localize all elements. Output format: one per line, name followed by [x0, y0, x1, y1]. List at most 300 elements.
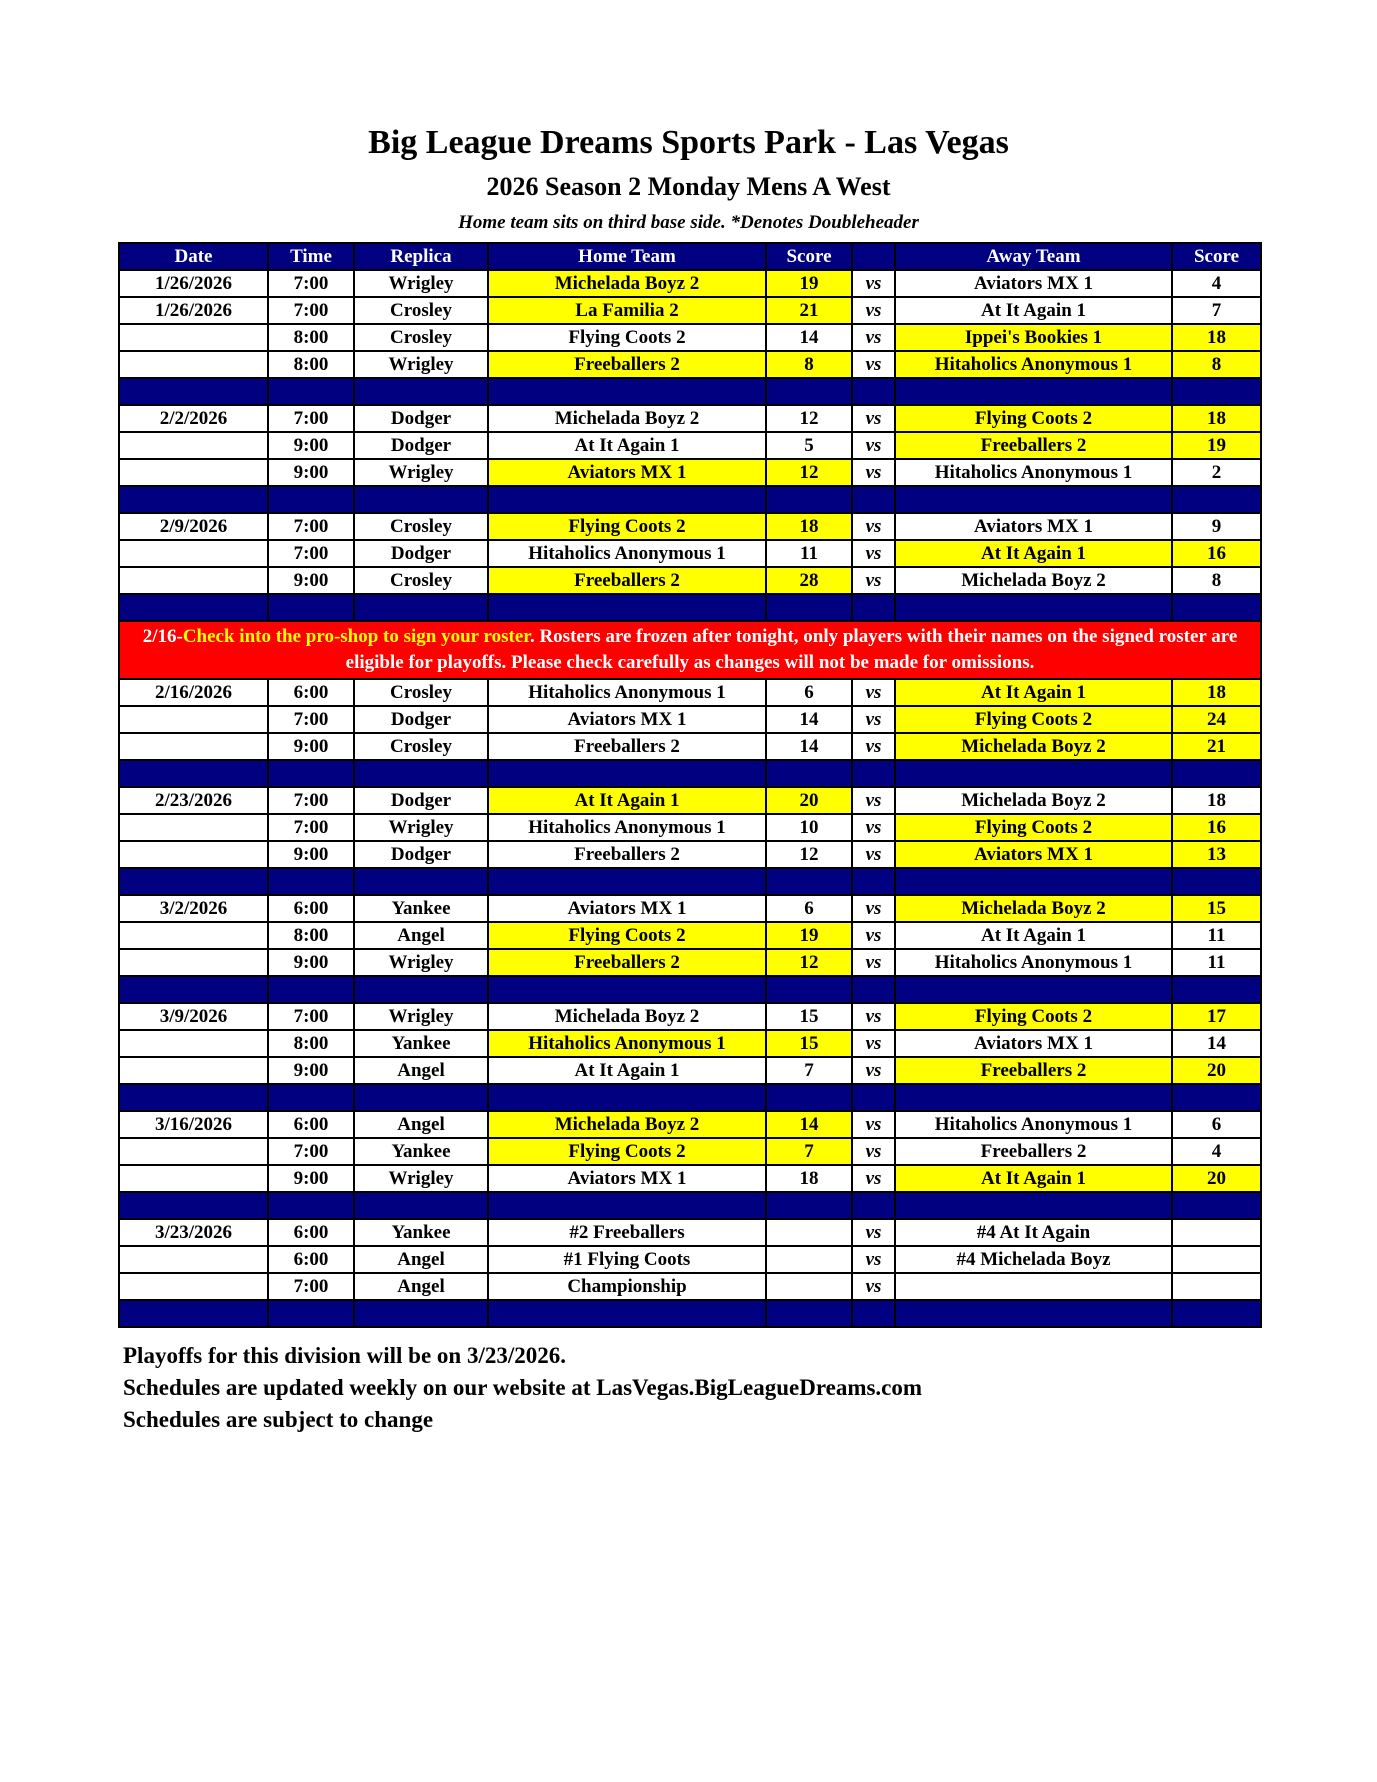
separator-cell	[119, 760, 268, 787]
game-row	[119, 459, 1261, 486]
separator-cell	[852, 760, 895, 787]
game-date	[119, 1057, 268, 1084]
game-date	[119, 1165, 268, 1192]
separator-cell	[1172, 1192, 1261, 1219]
footer-line: Schedules are subject to change	[123, 1407, 434, 1432]
separator-cell	[766, 868, 852, 895]
home-team: Michelada Boyz 2	[488, 1111, 766, 1138]
vs-label: vs	[852, 1111, 895, 1138]
away-team: Michelada Boyz 2	[895, 787, 1172, 814]
roster-notice-row	[119, 621, 1261, 679]
separator-cell	[1172, 378, 1261, 405]
home-team: Hitaholics Anonymous 1	[488, 814, 766, 841]
separator-cell	[268, 760, 354, 787]
page-subtitle: 2026 Season 2 Monday Mens A West	[486, 172, 891, 201]
vs-label: vs	[852, 841, 895, 868]
away-team: Flying Coots 2	[895, 814, 1172, 841]
vs-label: vs	[852, 679, 895, 706]
week-separator-row	[119, 1192, 1261, 1219]
game-date: 1/26/2026	[119, 297, 268, 324]
separator-cell	[766, 378, 852, 405]
schedule-table	[118, 242, 1262, 1328]
separator-cell	[354, 378, 488, 405]
away-team: Ippei's Bookies 1	[895, 324, 1172, 351]
separator-cell	[268, 378, 354, 405]
game-time: 6:00	[268, 679, 354, 706]
separator-cell	[895, 868, 1172, 895]
game-field: Yankee	[354, 1138, 488, 1165]
separator-cell	[488, 1300, 766, 1327]
separator-cell	[1172, 594, 1261, 621]
separator-cell	[766, 976, 852, 1003]
game-row	[119, 324, 1261, 351]
separator-cell	[1172, 1084, 1261, 1111]
home-score: 14	[766, 1111, 852, 1138]
away-score: 8	[1172, 351, 1261, 378]
separator-cell	[852, 486, 895, 513]
home-team: Flying Coots 2	[488, 513, 766, 540]
game-row	[119, 270, 1261, 297]
home-score: 11	[766, 540, 852, 567]
game-date: 2/16/2026	[119, 679, 268, 706]
away-score: 18	[1172, 324, 1261, 351]
game-time: 9:00	[268, 949, 354, 976]
separator-cell	[766, 486, 852, 513]
home-team: Aviators MX 1	[488, 895, 766, 922]
separator-cell	[488, 868, 766, 895]
game-time: 9:00	[268, 459, 354, 486]
home-score: 6	[766, 895, 852, 922]
game-row	[119, 895, 1261, 922]
away-team: Aviators MX 1	[895, 270, 1172, 297]
game-field: Angel	[354, 1273, 488, 1300]
week-separator-row	[119, 378, 1261, 405]
home-score: 12	[766, 459, 852, 486]
away-team: Michelada Boyz 2	[895, 733, 1172, 760]
away-team: Hitaholics Anonymous 1	[895, 949, 1172, 976]
game-field: Dodger	[354, 432, 488, 459]
game-row	[119, 1030, 1261, 1057]
away-team: Michelada Boyz 2	[895, 895, 1172, 922]
game-row	[119, 1138, 1261, 1165]
home-score	[766, 1273, 852, 1300]
home-score: 7	[766, 1138, 852, 1165]
game-row	[119, 949, 1261, 976]
away-team: Aviators MX 1	[895, 841, 1172, 868]
game-time: 7:00	[268, 1273, 354, 1300]
away-score: 18	[1172, 787, 1261, 814]
separator-cell	[354, 976, 488, 1003]
game-time: 7:00	[268, 814, 354, 841]
home-team: At It Again 1	[488, 787, 766, 814]
game-date	[119, 814, 268, 841]
separator-cell	[852, 594, 895, 621]
away-team: At It Again 1	[895, 297, 1172, 324]
away-score: 15	[1172, 895, 1261, 922]
away-score: 8	[1172, 567, 1261, 594]
game-field: Dodger	[354, 405, 488, 432]
game-row	[119, 1246, 1261, 1273]
game-time: 7:00	[268, 270, 354, 297]
vs-label: vs	[852, 787, 895, 814]
game-field: Crosley	[354, 297, 488, 324]
separator-cell	[895, 976, 1172, 1003]
away-team: #4 Michelada Boyz	[895, 1246, 1172, 1273]
game-field: Dodger	[354, 787, 488, 814]
vs-label: vs	[852, 351, 895, 378]
separator-cell	[895, 1192, 1172, 1219]
home-score: 10	[766, 814, 852, 841]
away-team: At It Again 1	[895, 1165, 1172, 1192]
away-team: #4 At It Again	[895, 1219, 1172, 1246]
game-date: 1/26/2026	[119, 270, 268, 297]
game-date	[119, 949, 268, 976]
game-date	[119, 1246, 268, 1273]
away-score: 7	[1172, 297, 1261, 324]
game-date: 3/9/2026	[119, 1003, 268, 1030]
away-score: 6	[1172, 1111, 1261, 1138]
vs-label: vs	[852, 1138, 895, 1165]
game-row	[119, 567, 1261, 594]
week-separator-row	[119, 1084, 1261, 1111]
week-separator-row	[119, 976, 1261, 1003]
away-score: 19	[1172, 432, 1261, 459]
home-score: 15	[766, 1003, 852, 1030]
roster-notice	[119, 621, 1261, 679]
separator-cell	[852, 976, 895, 1003]
away-team: At It Again 1	[895, 679, 1172, 706]
separator-cell	[119, 594, 268, 621]
away-score: 14	[1172, 1030, 1261, 1057]
game-date	[119, 459, 268, 486]
home-team: La Familia 2	[488, 297, 766, 324]
game-row	[119, 1111, 1261, 1138]
col-home-score: Score	[766, 243, 852, 270]
away-team: At It Again 1	[895, 922, 1172, 949]
separator-cell	[119, 1192, 268, 1219]
game-row	[119, 1219, 1261, 1246]
game-row	[119, 1003, 1261, 1030]
vs-label: vs	[852, 567, 895, 594]
home-score: 14	[766, 706, 852, 733]
col-date: Date	[119, 243, 268, 270]
game-time: 6:00	[268, 1111, 354, 1138]
separator-cell	[895, 594, 1172, 621]
game-time: 7:00	[268, 405, 354, 432]
game-date	[119, 733, 268, 760]
game-field: Dodger	[354, 841, 488, 868]
game-row	[119, 297, 1261, 324]
game-field: Wrigley	[354, 351, 488, 378]
table-header-row	[119, 243, 1261, 270]
separator-cell	[354, 868, 488, 895]
home-score: 7	[766, 1057, 852, 1084]
home-team: Flying Coots 2	[488, 1138, 766, 1165]
game-field: Wrigley	[354, 270, 488, 297]
game-date: 3/2/2026	[119, 895, 268, 922]
separator-cell	[119, 1300, 268, 1327]
home-score: 28	[766, 567, 852, 594]
separator-cell	[766, 594, 852, 621]
home-team: Freeballers 2	[488, 949, 766, 976]
game-time: 7:00	[268, 540, 354, 567]
page-title: Big League Dreams Sports Park - Las Vegas	[368, 124, 1009, 161]
away-score: 13	[1172, 841, 1261, 868]
home-team: Freeballers 2	[488, 841, 766, 868]
away-team: Hitaholics Anonymous 1	[895, 459, 1172, 486]
col-time: Time	[268, 243, 354, 270]
away-score: 2	[1172, 459, 1261, 486]
home-team: Flying Coots 2	[488, 922, 766, 949]
vs-label: vs	[852, 324, 895, 351]
game-time: 8:00	[268, 324, 354, 351]
game-date	[119, 432, 268, 459]
away-score	[1172, 1219, 1261, 1246]
away-team: Flying Coots 2	[895, 706, 1172, 733]
separator-cell	[1172, 486, 1261, 513]
away-team: At It Again 1	[895, 540, 1172, 567]
game-time: 9:00	[268, 733, 354, 760]
game-field: Wrigley	[354, 1165, 488, 1192]
home-team: Michelada Boyz 2	[488, 270, 766, 297]
game-date	[119, 1273, 268, 1300]
away-score: 4	[1172, 270, 1261, 297]
away-score: 18	[1172, 405, 1261, 432]
home-score: 14	[766, 324, 852, 351]
game-time: 8:00	[268, 922, 354, 949]
game-row	[119, 733, 1261, 760]
separator-cell	[895, 760, 1172, 787]
separator-cell	[852, 1084, 895, 1111]
away-team: Hitaholics Anonymous 1	[895, 351, 1172, 378]
away-score	[1172, 1246, 1261, 1273]
game-row	[119, 540, 1261, 567]
vs-label: vs	[852, 895, 895, 922]
away-score: 17	[1172, 1003, 1261, 1030]
game-time: 7:00	[268, 1138, 354, 1165]
game-date	[119, 1138, 268, 1165]
home-team: Aviators MX 1	[488, 706, 766, 733]
separator-cell	[895, 486, 1172, 513]
vs-label: vs	[852, 513, 895, 540]
separator-cell	[488, 486, 766, 513]
week-separator-row	[119, 486, 1261, 513]
away-score: 24	[1172, 706, 1261, 733]
game-field: Yankee	[354, 1219, 488, 1246]
away-team: Aviators MX 1	[895, 1030, 1172, 1057]
home-score: 19	[766, 922, 852, 949]
week-separator-row	[119, 1300, 1261, 1327]
away-team: Freeballers 2	[895, 432, 1172, 459]
separator-cell	[268, 976, 354, 1003]
separator-cell	[354, 1192, 488, 1219]
game-field: Angel	[354, 1246, 488, 1273]
game-time: 7:00	[268, 706, 354, 733]
game-date: 2/9/2026	[119, 513, 268, 540]
game-row	[119, 405, 1261, 432]
game-row	[119, 841, 1261, 868]
home-score: 18	[766, 513, 852, 540]
notice-rest: . Rosters are frozen after tonight, only players with their names on the signed roster are eligible for playoffs. Please check carefully as changes will not be made for omissions.	[345, 626, 1238, 673]
away-score: 20	[1172, 1165, 1261, 1192]
away-score: 9	[1172, 513, 1261, 540]
game-row	[119, 1057, 1261, 1084]
home-team: Hitaholics Anonymous 1	[488, 540, 766, 567]
col-replica: Replica	[354, 243, 488, 270]
home-team: #2 Freeballers	[488, 1219, 766, 1246]
away-score: 20	[1172, 1057, 1261, 1084]
home-score: 12	[766, 841, 852, 868]
separator-cell	[268, 1300, 354, 1327]
separator-cell	[766, 1192, 852, 1219]
vs-label: vs	[852, 706, 895, 733]
col-away-score: Score	[1172, 243, 1261, 270]
home-score: 5	[766, 432, 852, 459]
home-team: At It Again 1	[488, 1057, 766, 1084]
vs-label: vs	[852, 540, 895, 567]
game-field: Angel	[354, 1111, 488, 1138]
away-score: 11	[1172, 949, 1261, 976]
col-home-team: Home Team	[488, 243, 766, 270]
game-row	[119, 814, 1261, 841]
game-row	[119, 787, 1261, 814]
week-separator-row	[119, 868, 1261, 895]
game-time: 6:00	[268, 1219, 354, 1246]
vs-label: vs	[852, 1165, 895, 1192]
game-date	[119, 324, 268, 351]
separator-cell	[895, 378, 1172, 405]
away-team: Freeballers 2	[895, 1057, 1172, 1084]
vs-label: vs	[852, 270, 895, 297]
away-score: 18	[1172, 679, 1261, 706]
game-row	[119, 679, 1261, 706]
game-date	[119, 540, 268, 567]
vs-label: vs	[852, 459, 895, 486]
separator-cell	[268, 868, 354, 895]
notice-prefix: 2/16-	[142, 626, 183, 647]
separator-cell	[119, 976, 268, 1003]
vs-label: vs	[852, 1219, 895, 1246]
separator-cell	[1172, 868, 1261, 895]
game-date	[119, 351, 268, 378]
home-score: 18	[766, 1165, 852, 1192]
separator-cell	[852, 1192, 895, 1219]
separator-cell	[268, 594, 354, 621]
game-time: 9:00	[268, 432, 354, 459]
away-team: Michelada Boyz 2	[895, 567, 1172, 594]
home-score: 20	[766, 787, 852, 814]
game-field: Wrigley	[354, 814, 488, 841]
separator-cell	[119, 486, 268, 513]
home-score: 12	[766, 949, 852, 976]
home-team: Hitaholics Anonymous 1	[488, 679, 766, 706]
away-team: Hitaholics Anonymous 1	[895, 1111, 1172, 1138]
game-time: 7:00	[268, 297, 354, 324]
separator-cell	[488, 1084, 766, 1111]
vs-label: vs	[852, 1030, 895, 1057]
footer-line: Schedules are updated weekly on our website at LasVegas.BigLeagueDreams.com	[123, 1375, 923, 1400]
separator-cell	[1172, 976, 1261, 1003]
game-row	[119, 922, 1261, 949]
separator-cell	[354, 594, 488, 621]
separator-cell	[852, 378, 895, 405]
notice-highlight: Check into the pro-shop to sign your roster	[182, 626, 530, 647]
game-time: 9:00	[268, 1165, 354, 1192]
home-team: Aviators MX 1	[488, 1165, 766, 1192]
game-time: 9:00	[268, 1057, 354, 1084]
game-time: 8:00	[268, 1030, 354, 1057]
game-field: Dodger	[354, 540, 488, 567]
away-score: 16	[1172, 814, 1261, 841]
vs-label: vs	[852, 297, 895, 324]
week-separator-row	[119, 594, 1261, 621]
separator-cell	[852, 1300, 895, 1327]
separator-cell	[488, 378, 766, 405]
home-score	[766, 1219, 852, 1246]
separator-cell	[354, 1300, 488, 1327]
home-score: 15	[766, 1030, 852, 1057]
game-date	[119, 922, 268, 949]
separator-cell	[895, 1300, 1172, 1327]
header-note: Home team sits on third base side. *Denotes Doubleheader	[458, 212, 919, 233]
game-field: Wrigley	[354, 949, 488, 976]
game-time: 6:00	[268, 1246, 354, 1273]
game-row	[119, 351, 1261, 378]
game-field: Wrigley	[354, 1003, 488, 1030]
footer-line: Playoffs for this division will be on 3/23/2026.	[123, 1343, 567, 1368]
game-time: 8:00	[268, 351, 354, 378]
separator-cell	[1172, 760, 1261, 787]
separator-cell	[488, 594, 766, 621]
separator-cell	[268, 1192, 354, 1219]
separator-cell	[766, 760, 852, 787]
game-time: 9:00	[268, 841, 354, 868]
home-team: Freeballers 2	[488, 733, 766, 760]
game-field: Crosley	[354, 567, 488, 594]
separator-cell	[488, 760, 766, 787]
footer-notes	[123, 1340, 922, 1436]
away-team: Aviators MX 1	[895, 513, 1172, 540]
game-date	[119, 706, 268, 733]
game-field: Wrigley	[354, 459, 488, 486]
game-time: 7:00	[268, 1003, 354, 1030]
home-team: Freeballers 2	[488, 351, 766, 378]
game-date: 3/23/2026	[119, 1219, 268, 1246]
vs-label: vs	[852, 1246, 895, 1273]
home-score: 6	[766, 679, 852, 706]
away-score: 11	[1172, 922, 1261, 949]
game-field: Dodger	[354, 706, 488, 733]
game-row	[119, 1165, 1261, 1192]
game-row	[119, 1273, 1261, 1300]
separator-cell	[354, 760, 488, 787]
col-vs	[852, 243, 895, 270]
game-time: 9:00	[268, 567, 354, 594]
col-away-team: Away Team	[895, 243, 1172, 270]
away-team: Freeballers 2	[895, 1138, 1172, 1165]
home-score: 8	[766, 351, 852, 378]
vs-label: vs	[852, 949, 895, 976]
home-team: Flying Coots 2	[488, 324, 766, 351]
separator-cell	[1172, 1300, 1261, 1327]
game-field: Crosley	[354, 733, 488, 760]
away-team: Flying Coots 2	[895, 405, 1172, 432]
game-field: Crosley	[354, 679, 488, 706]
game-field: Yankee	[354, 895, 488, 922]
game-date	[119, 841, 268, 868]
vs-label: vs	[852, 432, 895, 459]
separator-cell	[852, 868, 895, 895]
